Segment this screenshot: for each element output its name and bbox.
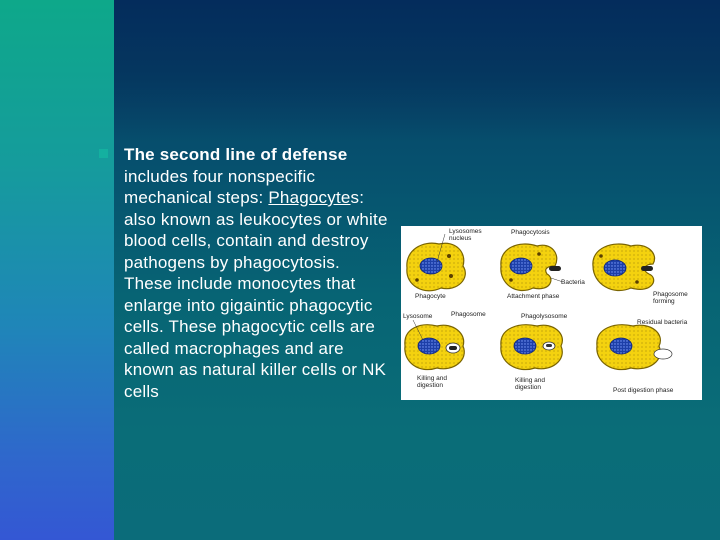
label-lysosomes-nucleus bbox=[449, 228, 482, 242]
label-phagocytosis: Phagocytosis bbox=[511, 229, 550, 236]
label-lysosome: Lysosome bbox=[403, 313, 433, 320]
lbl-kd2-line: digestion bbox=[515, 384, 542, 391]
label-attachment-phase: Attachment phase bbox=[507, 293, 560, 300]
label-phagosome-forming bbox=[653, 291, 688, 305]
lbl-lysosomes-line: nucleus bbox=[449, 235, 472, 242]
lbl-kd1-line: digestion bbox=[417, 382, 444, 389]
phagocytosis-diagram bbox=[401, 226, 702, 400]
top-gradient bbox=[114, 0, 720, 140]
label-phagosome: Phagosome bbox=[451, 311, 486, 318]
cell-phagosome-forming bbox=[593, 244, 655, 290]
lbl-kd1-line: Killing and bbox=[417, 375, 447, 382]
lbl-kd2-line: Killing and bbox=[515, 377, 545, 384]
cell-post-digestion bbox=[597, 325, 672, 370]
phagocyte-term: Phagocyte bbox=[268, 188, 351, 207]
label-post-digestion: Post digestion phase bbox=[613, 387, 674, 394]
cell-phagocyte bbox=[407, 243, 465, 291]
label-residual-bacteria: Residual bacteria bbox=[637, 319, 688, 326]
cell-phagosome bbox=[405, 325, 464, 370]
body-text bbox=[124, 144, 390, 402]
label-bacteria: Bacteria bbox=[561, 279, 585, 286]
label-phagolysosome: Phagolysosome bbox=[521, 313, 568, 320]
square-bullet-icon bbox=[99, 149, 108, 158]
label-phagocyte: Phagocyte bbox=[415, 293, 446, 300]
phagocytosis-diagram-svg bbox=[401, 226, 702, 400]
cell-attachment bbox=[501, 244, 561, 290]
intro-text: includes four nonspecific mechanical steps: bbox=[124, 166, 316, 207]
description-text: s: also known as leukocytes or white blood cells, contain and destroy pathogens by phagocytosis. These include monocytes that enlarge into gigaintic phagocytic cells. These phagocytic cells are called macrophages and are known as natural killer cells or NK cells bbox=[124, 188, 388, 401]
lbl-phagosome-forming-line: Phagosome bbox=[653, 291, 688, 298]
label-killing-digestion-2 bbox=[515, 377, 545, 391]
left-accent-band bbox=[0, 0, 114, 540]
lbl-lysosomes-line: Lysosomes bbox=[449, 228, 482, 235]
cell-phagolysosome bbox=[501, 325, 563, 370]
label-killing-digestion-1 bbox=[417, 375, 447, 389]
lead-text: The second line of defense bbox=[124, 145, 348, 164]
lbl-phagosome-forming-line: forming bbox=[653, 298, 675, 305]
